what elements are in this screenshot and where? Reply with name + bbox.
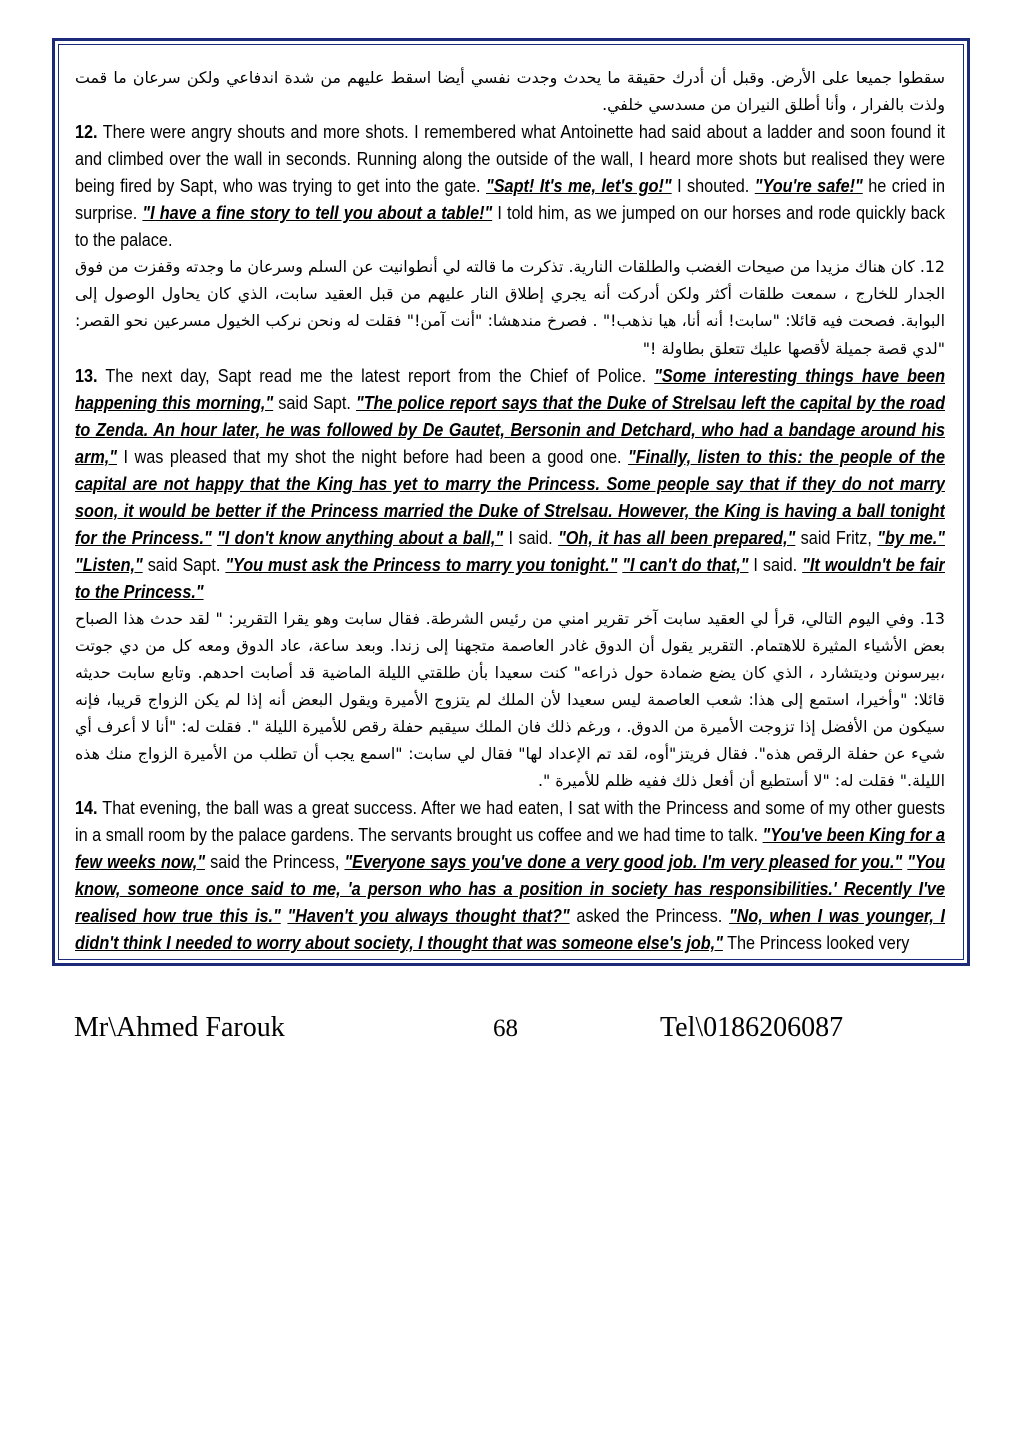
narration: I said.	[503, 526, 559, 548]
quote: "by me."	[877, 526, 945, 548]
narration: I said.	[748, 553, 803, 575]
arabic-paragraph-12: 12. كان هناك مزيدا من صيحات الغضب والطلقات النارية. تذكرت ما قالته لي أنطوانيت عن السلم وسرعان ما وجدته وقفزت من فوق الجدار للخارج ، سمعت طلقات أكثر ولكن أدركت أنه يجري إطلاق النار عليهم من قبل العقيد سابت، الذي كان يحاول الوصول إلى البوابة. فصحت فيه قائلا: "سابت! أنه أنا، هيا نذهب!" . فصرخ مندهشا: "أنت آمن!" فقلت له ونحن نركب الخيول مسرعين نحو القصر: "لدي قصة جميلة لأقصها عليك تتعلق بطاولة !"	[75, 257, 945, 358]
narration: said the Princess,	[205, 851, 345, 873]
quote: "Haven't you always thought that?"	[287, 905, 570, 927]
quote: "Listen,"	[75, 553, 143, 575]
english-paragraph-13	[75, 362, 945, 605]
narration: I shouted.	[671, 175, 755, 197]
phone-number: Tel\0186206087	[660, 1012, 844, 1043]
quote: "Finally, listen to this: the people of the capital are not happy that the King has yet to marry the Princess. Some people say that if they do not marry soon, it would be better if the Princess married the Duke of Strelsau. However, the King is having a ball tonight for the Princess."	[75, 445, 945, 548]
author-name: Mr\Ahmed Farouk	[74, 1012, 285, 1043]
quote: "I can't do that,"	[622, 553, 749, 575]
narration: I told him, as we jumped on our horses and rode quickly back to the palace.	[75, 202, 945, 251]
arabic-paragraph-13: 13. وفي اليوم التالي، قرأ لي العقيد سابت آخر تقرير امني من رئيس الشرطة. فقال سابت وهو يقرا التقرير: " لقد حدث هذا الصباح بعض الأشياء المثيرة للاهتمام. التقرير يقول أن الدوق غادر العاصمة متجهنا إلى زندا. وبعد ساعة، عاد الدوق ومعه كل من دي جوتت ،بيرسونن وديتشارد ، الذي كان يضع ضمادة حول ذراعه" كنت سعيدا بأن طلقتي الليلة الماضية قد أصابت احدهم. وتابع سابت حديثه قائلا: "وأخيرا، استمع إلى هذا: شعب العاصمة ليس سعيدا لأن الملك لم يتزوج الأميرة ويقول البعض أنه إذا لم يكن الزواج قريبا، فإنه سيكون من الأفضل إذا تزوجت الأميرة من الدوق. ، ورغم ذلك فان الملك سيقيم حفلة رقص للأميرة الليلة ". فقلت له: "أنا لا أعرف أي شيء عن حفلة الرقص هذه". فقال فريتز"أوه، لقد تم الإعداد لها" فقال لي سابت: "اسمع يجب أن تطلب من الأميرة الزواج منك هذه الليلة." فقلت له: "لا أستطيع أن أفعل ذلك ففيه ظلم للأميرة ".	[75, 608, 945, 790]
narration: The Princess looked very	[722, 932, 910, 954]
narration: I was pleased that my shot the night before had been a good one.	[116, 445, 629, 467]
narration: The next day, Sapt read me the latest report from the Chief of Police.	[97, 364, 655, 386]
page-content	[75, 64, 945, 964]
paragraph-number: 14.	[75, 796, 98, 818]
narration: said Fritz,	[795, 526, 878, 548]
page-number: 68	[493, 1015, 518, 1042]
quote: "I don't know anything about a ball,"	[217, 526, 504, 548]
english-paragraph-12	[75, 118, 945, 253]
paragraph-number: 13.	[75, 364, 98, 386]
narration: said Sapt.	[142, 553, 226, 575]
quote: "You know, someone once said to me, 'a person who has a position in society has responsibilities.' Recently I've realised how true this is."	[75, 851, 945, 927]
quote: "Oh, it has all been prepared,"	[558, 526, 796, 548]
quote: "The police report says that the Duke of Strelsau left the capital by the road to Zenda. An hour later, he was followed by De Gautet, Bersonin and Detchard, who had a bandage around his arm,"	[75, 391, 945, 467]
quote: "Everyone says you've done a very good job. I'm very pleased for you."	[344, 851, 903, 873]
english-paragraph-14	[75, 794, 945, 956]
narration: said Sapt.	[273, 391, 356, 413]
page-footer	[0, 1012, 1024, 1056]
narration: he cried in surprise.	[75, 175, 945, 224]
quote: "You must ask the Princess to marry you tonight."	[225, 553, 618, 575]
quote: "Sapt! It's me, let's go!"	[486, 175, 672, 197]
quote: "Some interesting things have been happening this morning,"	[75, 364, 945, 413]
narration: There were angry shouts and more shots. I remembered what Antoinette had said about a ladder and soon found it and climbed over the wall in seconds. Running along the outside of the wall, I heard more shots but realised they were being fired by Sapt, who was trying to get into the gate.	[75, 121, 945, 197]
quote: "You're safe!"	[754, 175, 863, 197]
arabic-paragraph-0: سقطوا جميعا على الأرض. وقبل أن أدرك حقيقة ما يحدث وجدت نفسي أيضا اسقط عليهم من شدة اندفاعي ولكن سرعان ما قمت ولذت بالفرار ، وأنا أطلق النيران من مسدسي خلفي.	[75, 68, 945, 115]
quote: "You've been King for a few weeks now,"	[75, 824, 945, 873]
narration: That evening, the ball was a great success. After we had eaten, I sat with the Princess and some of my other guests in a small room by the palace gardens. The servants brought us coffee and we had time to talk.	[75, 796, 945, 845]
quote: "No, when I was younger, I didn't think I needed to worry about society, I thought that was someone else's job,"	[75, 905, 945, 954]
paragraph-number: 12.	[75, 121, 98, 143]
quote: "It wouldn't be fair to the Princess."	[75, 553, 945, 602]
quote: "I have a fine story to tell you about a table!"	[142, 202, 493, 224]
narration: asked the Princess.	[569, 905, 729, 927]
